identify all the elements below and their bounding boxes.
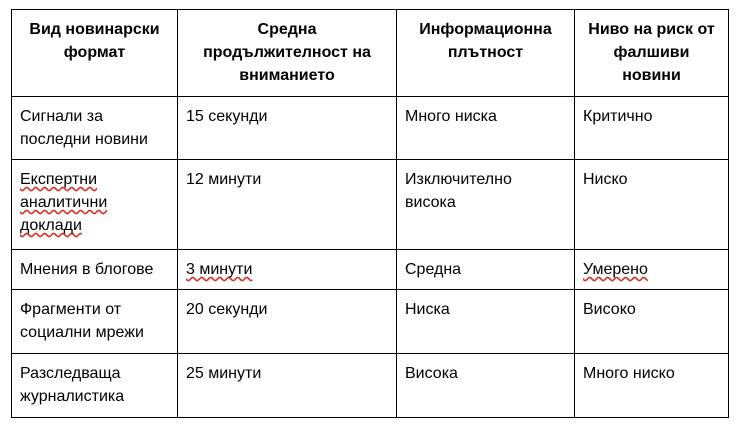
table-cell: Фрагменти от социални мрежи <box>12 290 178 354</box>
table-cell: Ниска <box>397 290 575 354</box>
table-cell <box>178 250 397 290</box>
spellcheck-text: Умерено <box>583 261 648 278</box>
table-row <box>12 160 729 250</box>
table-cell: Много ниско <box>575 354 729 418</box>
table-header-row <box>12 10 729 97</box>
table-cell: Изключително висока <box>397 160 575 250</box>
table-cell: Сигнали за последни новини <box>12 97 178 160</box>
table-cell: 15 секунди <box>178 97 397 160</box>
data-table-container <box>11 9 729 418</box>
table-cell: 20 секунди <box>178 290 397 354</box>
table-cell: 12 минути <box>178 160 397 250</box>
table-cell: Ниско <box>575 160 729 250</box>
table-cell: 25 минути <box>178 354 397 418</box>
header-cell-risk: Ниво на риск от фалшиви новини <box>575 10 729 97</box>
header-cell-attention: Средна продължителност на вниманието <box>178 10 397 97</box>
table-cell <box>575 250 729 290</box>
spellcheck-text: 3 минути <box>186 261 253 278</box>
table-cell: Критично <box>575 97 729 160</box>
table-cell <box>12 160 178 250</box>
table-cell: Средна <box>397 250 575 290</box>
table-cell: Високо <box>575 290 729 354</box>
table-row <box>12 354 729 418</box>
table-cell: Висока <box>397 354 575 418</box>
table-cell: Разследваща журналистика <box>12 354 178 418</box>
table-cell: Много ниска <box>397 97 575 160</box>
news-format-table <box>11 9 729 418</box>
header-cell-format: Вид новинарски формат <box>12 10 178 97</box>
table-cell: Мнения в блогове <box>12 250 178 290</box>
spellcheck-text: Експертни аналитични доклади <box>20 171 108 234</box>
table-row <box>12 290 729 354</box>
header-cell-density: Информационна плътност <box>397 10 575 97</box>
table-row <box>12 97 729 160</box>
table-row <box>12 250 729 290</box>
